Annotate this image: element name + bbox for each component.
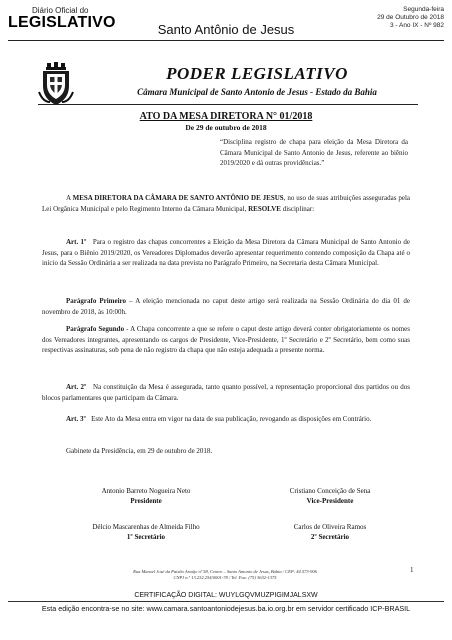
article-3 bbox=[42, 414, 410, 425]
legislativo-logo-text: LEGISLATIVO bbox=[8, 14, 116, 31]
signature-name: Carlos de Oliveira Ramos bbox=[293, 523, 367, 531]
edition-info bbox=[377, 6, 444, 30]
act-ementa: “Disciplina registro de chapa para eleição da Mesa Diretora da Câmara Municipal de Santo Antonio de Jesus, referente ao biênio 2019/2020 e dá outras providências.” bbox=[220, 138, 408, 167]
signature-name: Délcio Mascarenhas de Almeida Filho bbox=[92, 523, 200, 531]
closing-text: Gabinete da Presidência, em 29 de outubro de 2018. bbox=[66, 447, 213, 455]
article-2-label: Art. 2º bbox=[66, 383, 87, 391]
signature-second-secretary bbox=[240, 522, 420, 542]
act-title: ATO DA MESA DIRETORA N° 01/2018 bbox=[139, 111, 313, 122]
paragraph-1 bbox=[42, 296, 410, 317]
edition-date: 29 de Outubro de 2018 bbox=[377, 14, 444, 21]
signature-vice-president bbox=[240, 486, 420, 506]
digital-certification: CERTIFICAÇÃO DIGITAL: WUYLGQVMUZPIGIMJALSXW bbox=[134, 592, 318, 599]
paragraph-2-text: - A Chapa concorrente a que se refere o caput deste artigo deverá conter obrigatoriamente os nomes dos Vereadores integrantes, apresentando os cargos de Presidente, Vice-Presidente, 1º Secretário e 2º Secretário, bem como suas respectivas assinaturas, sob pena de não registro da chapa que não esteja adequada a presente norma. bbox=[42, 325, 411, 354]
signature-role: Presidente bbox=[130, 497, 162, 505]
article-1 bbox=[42, 237, 410, 269]
signature-role: 1º Secretário bbox=[126, 533, 166, 541]
intro-mesa: MESA DIRETORA DA CÂMARA DE SANTO ANTÔNIO DE JESUS bbox=[72, 194, 284, 202]
page-header bbox=[0, 0, 452, 42]
edition-number: 3 - Ano IX - Nº 982 bbox=[389, 22, 444, 29]
article-1-text: Para o registro das chapas concorrentes a Eleição da Mesa Diretora da Câmara Municipal de Santo Antonio de Jesus, para o Biênio 2019/2020, os Vereadores Diplomados deverão apresentar requerimento contendo composição da Chapa até o início da Sessão Ordinária a ser realizada na data prevista no Parágrafo Primeiro, na Secretaria desta Câmara Municipal. bbox=[42, 238, 410, 267]
city-title: Santo Antônio de Jesus bbox=[157, 22, 295, 37]
article-2 bbox=[42, 382, 410, 403]
signature-first-secretary bbox=[56, 522, 236, 542]
paragraph-2-label: Parágrafo Segundo bbox=[66, 325, 125, 333]
closing-line bbox=[42, 446, 410, 457]
intro-resolve: RESOLVE bbox=[248, 204, 281, 213]
footer-divider bbox=[8, 601, 444, 602]
article-2-text: Na constituição da Mesa é assegurada, tanto quanto possível, a representação proporcional dos partidos ou dos blocos parlamentares que participam da Câmara. bbox=[42, 383, 410, 402]
header-divider bbox=[8, 40, 444, 41]
act-date: De 29 de outubro de 2018 bbox=[185, 123, 267, 132]
diario-oficial-label: Diário Oficial do bbox=[32, 6, 89, 15]
signature-president bbox=[56, 486, 236, 506]
signature-name: Cristiano Conceição de Sena bbox=[289, 487, 371, 495]
intro-mid: , no uso de suas atribuições asseguradas pela Lei Orgânica Municipal e pelo Regimento Interno da Câmara Municipal, bbox=[42, 194, 411, 213]
signature-role: 2º Secretário bbox=[310, 533, 350, 541]
signature-name: Antonio Barreto Nogueira Neto bbox=[101, 487, 191, 495]
coat-of-arms-icon bbox=[38, 62, 74, 106]
footer-address bbox=[90, 569, 360, 581]
article-3-label: Art. 3º bbox=[66, 415, 86, 423]
page-number: 1 bbox=[410, 566, 414, 574]
signature-role: Vice-Presidente bbox=[306, 497, 354, 505]
letterhead-title: PODER LEGISLATIVO bbox=[166, 64, 348, 83]
paragraph-1-text: – A eleição mencionada no caput deste artigo será realizada na Sessão Ordinária do dia 01 de novembro de 2018, às 10:00h. bbox=[42, 297, 411, 316]
intro-paragraph bbox=[42, 193, 410, 214]
article-3-text: Este Ato da Mesa entra em vigor na data de sua publicação, revogando as disposições em Contrário. bbox=[91, 415, 372, 423]
letterhead-divider bbox=[38, 104, 418, 105]
footer-address-line: Rua Manoel José da Paixão Araújo nº 58, Centro – Santo Antonio de Jesus, Bahia / CEP: 44.573-906 bbox=[133, 569, 317, 574]
weekday: Segunda-feira bbox=[403, 6, 444, 13]
intro-tail: disciplinar: bbox=[280, 204, 315, 213]
footer-cnpj-line: CNPJ n.º 13.232.254/0001-78 / Tel. Fax: (75) 3632-1375 bbox=[173, 575, 277, 580]
letterhead-subtitle: Câmara Municipal de Santo Antonio de Jesus - Estado da Bahia bbox=[137, 87, 377, 97]
edition-site-note: Esta edição encontra-se no site: www.camara.santoantoniodejesus.ba.io.org.br em servidor certificado ICP-BRASIL bbox=[41, 604, 411, 613]
article-1-label: Art. 1º bbox=[66, 238, 87, 246]
paragraph-2 bbox=[42, 324, 410, 356]
paragraph-1-label: Parágrafo Primeiro bbox=[66, 297, 127, 305]
intro-lead: A bbox=[66, 194, 73, 202]
